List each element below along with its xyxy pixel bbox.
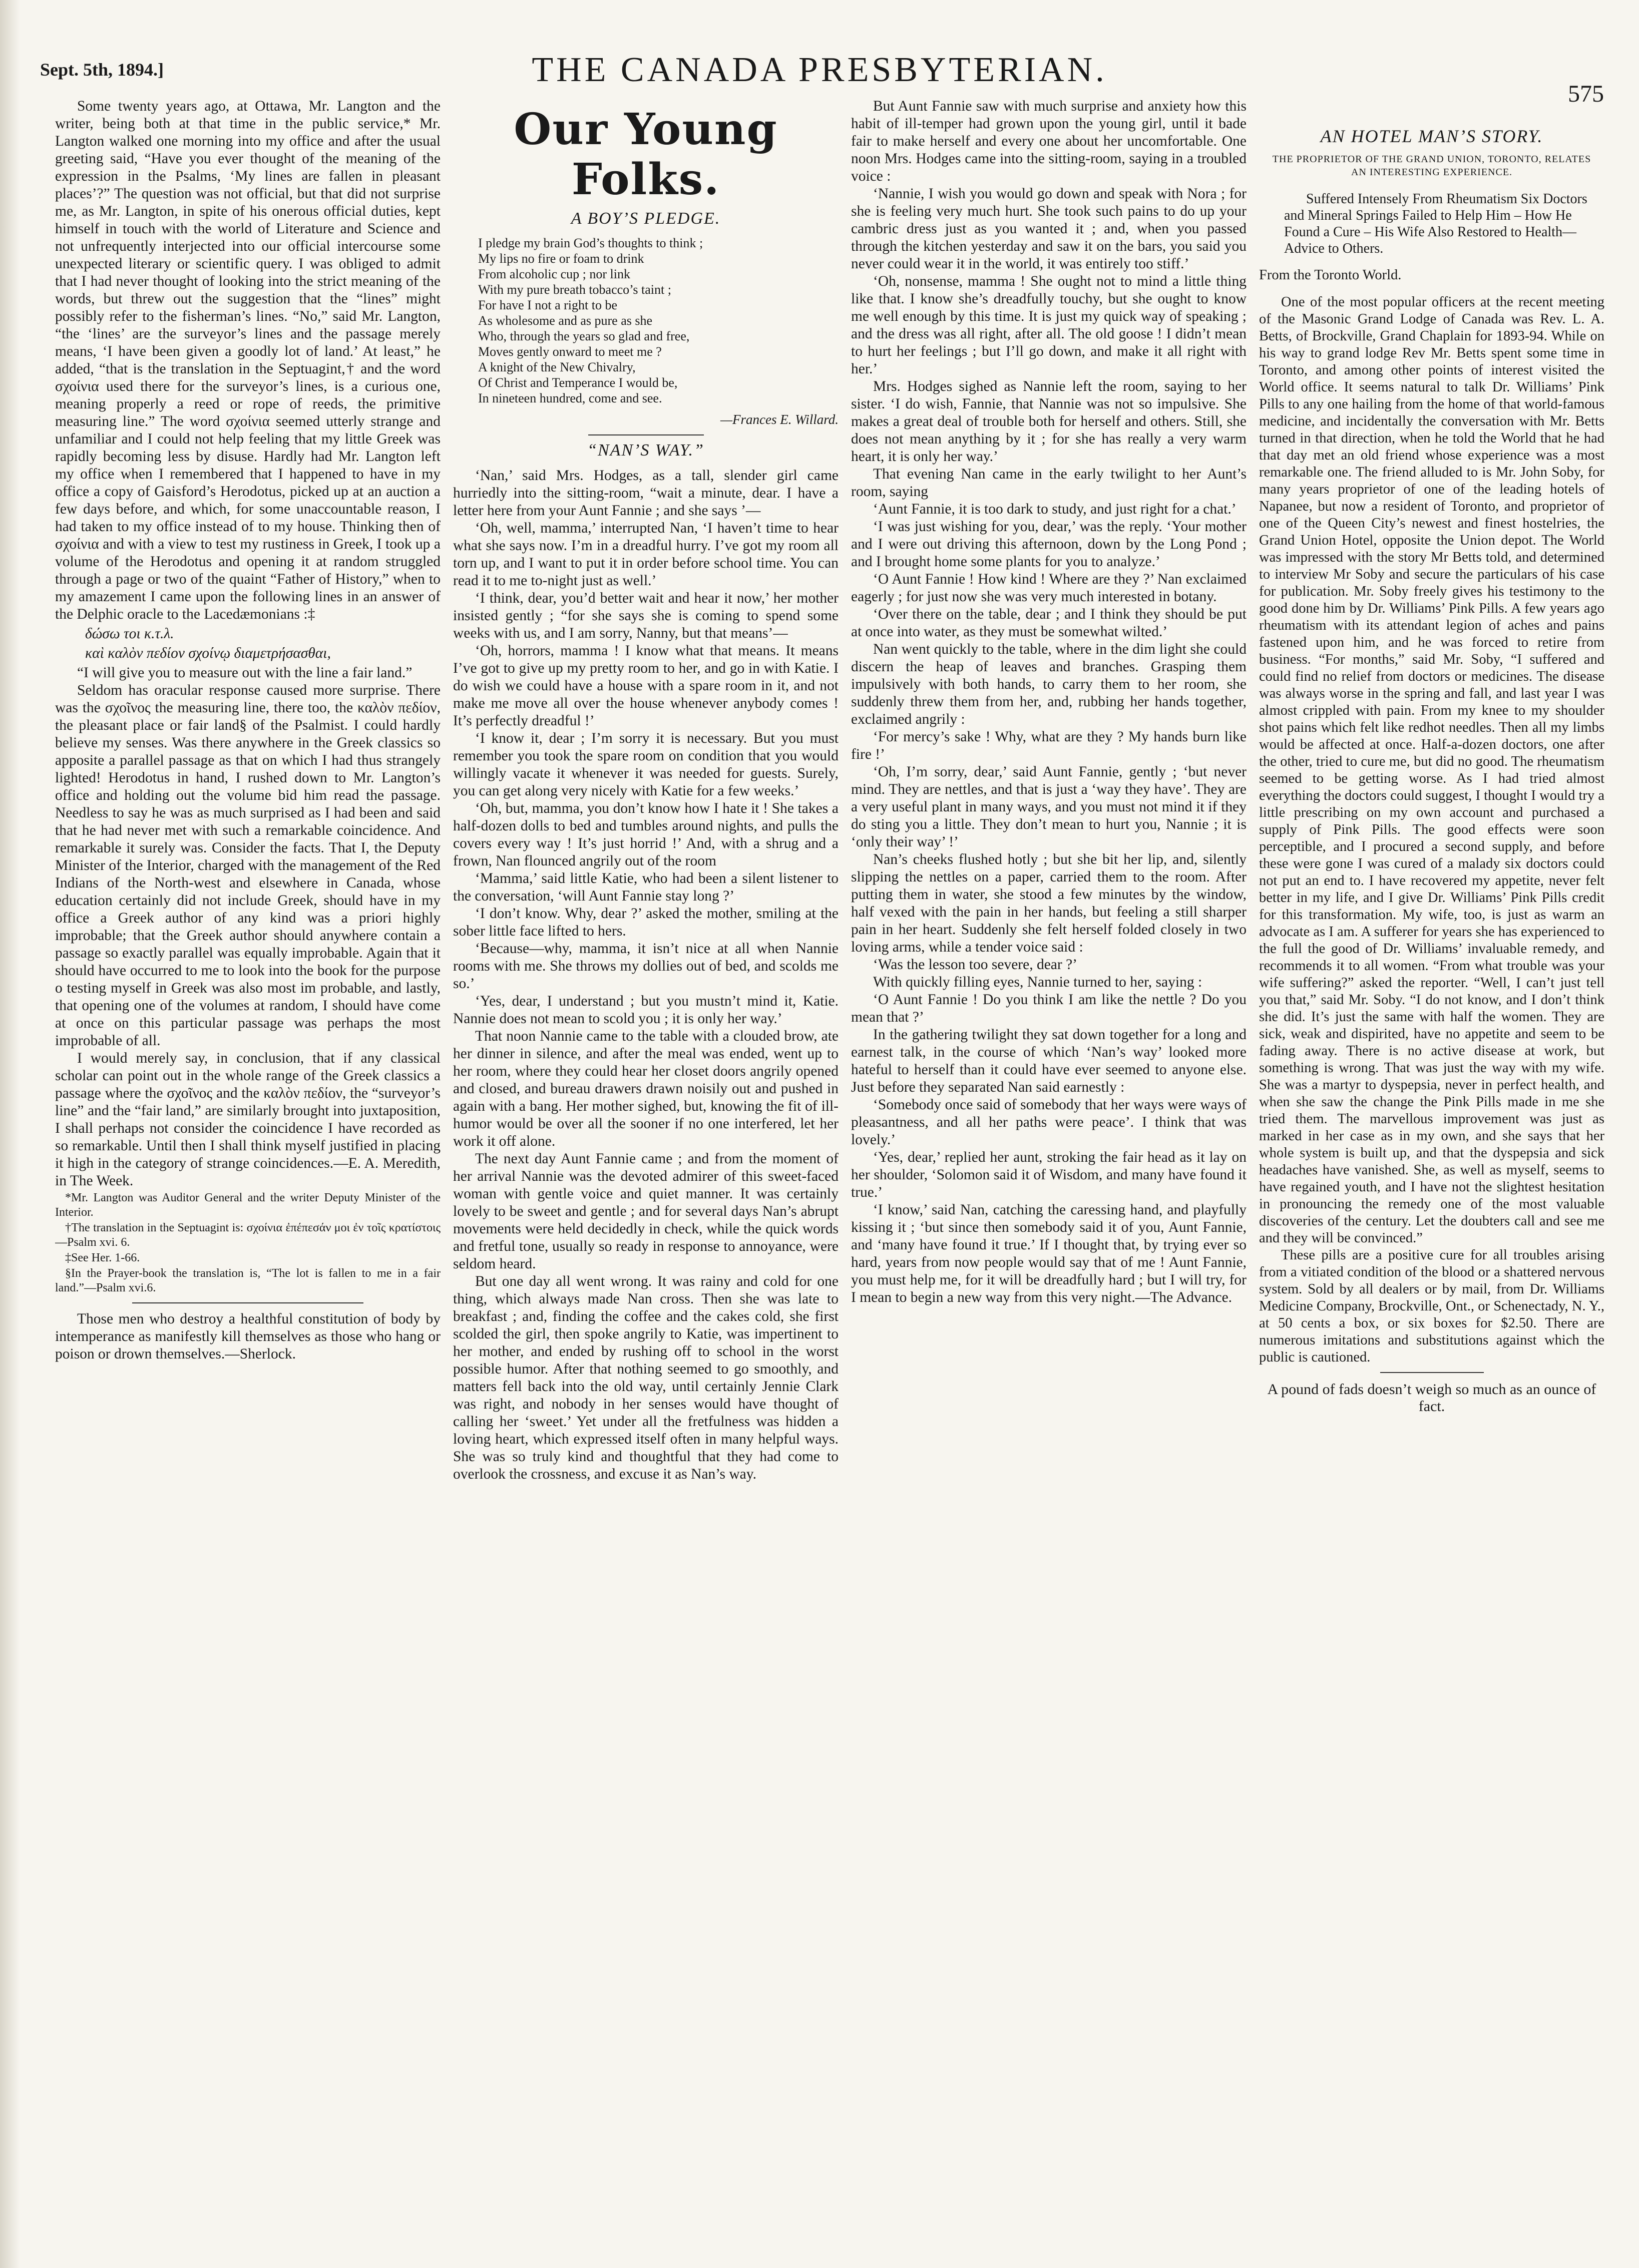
column-1-article: [55, 98, 441, 2250]
poem-title: A BOY’S PLEDGE.: [571, 209, 721, 228]
story-paragraph: ‘Oh, well, mamma,’ interrupted Nan, ‘I haven’t time to hear what she says now. I’m in a dreadful hurry. I’ve got my room all torn up, and I want to put it in order before school time. You can read it to me to-night just as well.’: [453, 520, 839, 589]
story-paragraph: ‘Oh, nonsense, mamma ! She ought not to mind a little thing like that. I know she’s dreadfully touchy, but she ought to know me well enough by this time. It is just my quick way of speaking ; and the dress was all right, after all. The old goose ! I didn’t mean to hurt her feelings ; but I’ll go down, and make it all right with her.’: [851, 273, 1247, 377]
column-4-hotel-story: [1259, 98, 1604, 2250]
footnote: ‡See Her. 1-66.: [65, 1251, 140, 1264]
story-paragraph: ‘O Aunt Fannie ! Do you think I am like the nettle ? Do you mean that ?’: [851, 992, 1247, 1025]
article-paragraph: “I will give you to measure out with the line a fair land.”: [77, 665, 413, 681]
poem-line: Who, through the years so glad and free,: [478, 329, 690, 343]
article-kicker: THE PROPRIETOR OF THE GRAND UNION, TORONTO, RELATES AN INTERESTING EXPERIENCE.: [1272, 154, 1591, 178]
story-paragraph: ‘Because—why, mamma, it isn’t nice at all when Nannie rooms with me. She throws my dollies out of bed, and scolds me so.’: [453, 941, 839, 992]
poem-line: As wholesome and as pure as she: [478, 313, 653, 328]
greek-quote-line-2: καὶ καλὸν πεδίον σχοίνῳ διαμετρήσασθαι,: [85, 645, 331, 661]
footnote: †The translation in the Septuagint is: σχοίνια ἐπέπεσάν μοι ἐν τοῖς κρατίστοις—Psalm xvi. 6.: [55, 1221, 441, 1249]
story-paragraph: ‘I know it, dear ; I’m sorry it is necessary. But you must remember you took the spare room on condition that you would willingly vacate it whenever it was needed for guests. Surely, you can get along very nicely with Katie for a few weeks.’: [453, 730, 839, 799]
poem-line: From alcoholic cup ; nor link: [478, 267, 631, 281]
poem-line: With my pure breath tobacco’s taint ;: [478, 282, 671, 297]
story-paragraph: ‘I was just wishing for you, dear,’ was the reply. ‘Your mother and I were out driving this afternoon, down by the Long Pond ; and I brought home some plants for you to analyze.’: [851, 519, 1247, 570]
story-paragraph: ‘Oh, I’m sorry, dear,’ said Aunt Fannie, gently ; ‘but never mind. They are nettles, and that is just a ‘way they have’. They are a very useful plant in many ways, and you must not mind it if they do sting you a little. They don’t mean to hurt you, Nannie ; it is ‘only their way’ !’: [851, 764, 1247, 850]
story-paragraph: ‘Was the lesson too severe, dear ?’: [873, 957, 1078, 973]
column-2-young-folks: [453, 98, 839, 2250]
story-paragraph: Nan went quickly to the table, where in the dim light she could discern the heap of leaves and branches. Grasping them impulsively with both hands, to carry them to her room, she suddenly threw them from her, and, rubbing her hands together, exclaimed angrily :: [851, 641, 1247, 727]
story-paragraph: ‘Oh, horrors, mamma ! I know what that means. It means I’ve got to give up my pretty room to her, and go in with Katie. I do wish we could have a house with a spare room in it, and not make me move all over the house whenever anybody comes ! It’s perfectly dreadful !’: [453, 643, 839, 729]
poem-line: Moves gently onward to meet me ?: [478, 344, 662, 359]
story-paragraph: ‘Nan,’ said Mrs. Hodges, as a tall, slender girl came hurriedly into the sitting-room, “wait a minute, dear. I have a letter here from your Aunt Fannie ; and she says ’—: [453, 468, 839, 519]
greek-quote-line-1: δώσω τοι κ.τ.λ.: [85, 626, 174, 642]
story-paragraph: ‘Oh, but, mamma, you don’t know how I hate it ! She takes a half-dozen dolls to bed and tumbles around nights, and pulls the covers every way ! It’s just horrid !’ And, with a shrug and a frown, Nan flounced angrily out of the room: [453, 800, 839, 869]
story-paragraph: ‘Aunt Fannie, it is too dark to study, and just right for a chat.’: [873, 501, 1237, 517]
story-paragraph: But Aunt Fannie saw with much surprise and anxiety how this habit of ill-temper had grown upon the young girl, until it bade fair to make herself and every one about her uncomfortable. One noon Mrs. Hodges came into the sitting-room, saying in a troubled voice :: [851, 98, 1247, 184]
page-number: 575: [1568, 81, 1604, 107]
article-deck: Suffered Intensely From Rheumatism Six Doctors and Mineral Springs Failed to Help Him – How He Found a Cure – His Wife Also Restored to Health—Advice to Others.: [1284, 191, 1587, 256]
poem-line: A knight of the New Chivalry,: [478, 360, 636, 374]
column-3-story-continued: [851, 98, 1247, 2250]
closing-quote: Those men who destroy a healthful constitution of body by intemperance as manifestly kill themselves as those who hang or poison or drown themselves.—Sherlock.: [55, 1311, 441, 1362]
article-paragraph: I would merely say, in conclusion, that if any classical scholar can point out in the whole range of the Greek classics a passage where the σχοῖνος and the καλὸν πεδίον, the “surveyor’s line” and the “fair land,” are similarly brought into juxtaposition, I shall perhaps not consider the coincidence I have recorded as so remarkable. Until then I shall think myself justified in placing it high in the category of strange coincidences.—E. A. Meredith, in The Week.: [55, 1050, 441, 1189]
story-paragraph: The next day Aunt Fannie came ; and from the moment of her arrival Nannie was the devoted admirer of this sweet-faced woman with gentle voice and quiet manner. It was certainly lovely to be sweet and gentle ; and for several days Nan’s abrupt movements were held decidedly in check, while the quick words and fretful tone, usually so ready in response to annoyance, were seldom heard.: [453, 1151, 839, 1272]
story-paragraph: That evening Nan came in the early twilight to her Aunt’s room, saying: [851, 466, 1247, 500]
poem-line: In nineteen hundred, come and see.: [478, 391, 662, 405]
story-paragraph: ‘For mercy’s sake ! Why, what are they ? My hands burn like fire !’: [851, 729, 1247, 762]
divider: [132, 1302, 363, 1303]
poem-line: I pledge my brain God’s thoughts to think ;: [478, 236, 703, 250]
poem-line: For have I not a right to be: [478, 298, 617, 312]
story-title: “NAN’S WAY.”: [587, 441, 704, 460]
divider: [1380, 1372, 1484, 1373]
story-paragraph: Nan’s cheeks flushed hotly ; but she bit her lip, and, silently slipping the nettles on a paper, carried them to the room. After putting them in water, she stood a few minutes by the window, half vexed with the pain in her hands, but feeling a still sharper pain in her heart. Suddenly she felt herself folded closely in two loving arms, while a tender voice said :: [851, 851, 1247, 955]
section-heading: Our Young Folks.: [514, 104, 778, 205]
article-source: From the Toronto World.: [1259, 267, 1402, 283]
article-paragraph: One of the most popular officers at the recent meeting of the Masonic Grand Lodge of Canada was Rev. L. A. Betts, of Brockville, Grand Chaplain for 1893-94. While on his way to grand lodge Rev Mr. Betts spent some time in Toronto, and among other points of interest visited the World office. It seems natural to talk Dr. Williams’ Pink Pills to any one hailing from the home of that world-famous medicine, and incidentally the conversation with Mr. Betts turned in that direction, when he told the World that he had that day met an old friend whose experience was a most remarkable one. The friend alluded to is Mr. John Soby, for many years proprietor of one of the leading hotels of Napanee, but now a resident of Toronto, and proprietor of one of the Queen City’s newest and finest hostelries, the Grand Union Hotel, opposite the Union depot. The World was impressed with the story Mr Betts told, and determined to interview Mr Soby and secure the particulars of his case for publication. Mr. Soby freely gives his testimony to the good done him by Dr. Williams’ Pink Pills. A few years ago rheumatism with its attendant legion of aches and pains fastened upon him, and he was forced to retire from business. “For months,” said Mr. Soby, “I suffered and could find no relief from doctors or medicines. The disease was always worse in the spring and fall, and last year I was almost crippled with pain. From my knee to my shoulder shot pains which felt like redhot needles. Then all my limbs would be affected at once. Half-a-dozen doctors, one after the other, tried to cure me, but did no good. The rheumatism seemed to be getting worse. As I had tried almost everything the doctors could suggest, I thought I would try a little prescribing on my own account and purchased a supply of Pink Pills. The good effects were soon perceptible, and I procured a second supply, and before these were gone I was cured of a malady six doctors could not put an end to. I have recovered my appetite, never felt better in my life, and I give Dr. Williams’ Pink Pills credit for this transformation. My wife, too, is just as warm an advocate as I am. A sufferer for years she has experienced to the full the good of Dr. Williams’ invaluable remedy, and recommends it to all women. “From what trouble was your wife suffering?” asked the reporter. “Well, I can’t just tell you that,” said Mr. Soby. “I do not know, and I don’t think she did. It’s just the same with half the women. They are sick, weak and dispirited, have no appetite and seem to be fading away. There is no active disease at work, but something is wrong. That was just the way with my wife. She was a martyr to dyspepsia, never in perfect health, and when she saw the change the Pink Pills made in me she tried them. The marvellous improvement was just as marked in her case as in my own, and she says that her whole system is built up, and that the dyspepsia and sick headaches have vanished. She, as well as myself, seems to have regained youth, and I have not the slightest hesitation in pronouncing the remedy one of the most valuable discoveries of the century. Let the doubters call and see me and they will be convinced.”: [1259, 294, 1604, 1246]
story-paragraph: ‘Somebody once said of somebody that her ways were ways of pleasantness, and all her paths were peace’. I think that was lovely.’: [851, 1097, 1247, 1148]
page-header: [0, 0, 1639, 107]
divider: [588, 434, 704, 435]
article-paragraph: Some twenty years ago, at Ottawa, Mr. Langton and the writer, being both at that time in the public service,* Mr. Langton walked one morning into my office and after the usual greeting said, “Have you ever thought of the meaning of the expression in the Psalms, ‘My lines are fallen in pleasant places’?” The question was not official, but that did not surprise me, as Mr. Langton, in spite of his onerous official duties, kept himself in touch with the world of Literature and Science and not unfrequently interjected into our official intercourse some unexpected literary or scientific query. I was obliged to admit that I had never thought of looking into the strict meaning of the words, but threw out the suggestion that the “lines” might possibly refer to the fisherman’s lines. “No,” said Mr. Langton, “the ‘lines’ are the surveyor’s lines and the passage merely means, ‘I have been given a goodly lot of land.’ At least,” he added, “that is the translation in the Septuagint,† and the word σχοίνια used there for the surveyor’s lines, is a curious one, meaning properly a reed or rope of reeds, the primitive measuring line.” The word σχοίνια seemed utterly strange and unfamiliar and I could not help feeling that my little Greek was rapidly becoming less by disuse. Hardly had Mr. Langton left my office when I remembered that I happened to have in my office a copy of Gaisford’s Herodotus, picked up at an auction a few days before, and which, for some unaccountable reason, I had taken to my office instead of to my house. Thinking then of σχοίνια and with a view to test my rustiness in Greek, I took up a volume of the Herodotus and opening it at random struggled through a page or two of the quaint “Father of History,” when to my amazement I came upon the following lines in an answer of the Delphic oracle to the Lacedæmonians :‡: [55, 98, 441, 622]
story-paragraph: ‘Mamma,’ said little Katie, who had been a silent listener to the conversation, ‘will Aunt Fannie stay long ?’: [453, 870, 839, 904]
article-title: AN HOTEL MAN’S STORY.: [1320, 126, 1543, 146]
poem-line: Of Christ and Temperance I would be,: [478, 375, 678, 390]
story-paragraph: Mrs. Hodges sighed as Nannie left the room, saying to her sister. ‘I do wish, Fannie, that Nannie was not so impulsive. She makes a great deal of trouble both for herself and others. Still, she does not mean anything by it ; for she has really a very warm heart, it is only her way.’: [851, 378, 1247, 465]
article-paragraph: These pills are a positive cure for all troubles arising from a vitiated condition of the blood or a shattered nervous system. Sold by all dealers or by mail, from Dr. Williams Medicine Company, Brockville, Ont., or Schenectady, N. Y., at 50 cents a box, or six boxes for $2.50. There are numerous imitations and substitutions against which the public is cautioned.: [1259, 1247, 1604, 1365]
story-paragraph: ‘Nannie, I wish you would go down and speak with Nora ; for she is feeling very much hurt. She took such pains to do up your cambric dress just as you wanted it ; and, when you passed through the kitchen yesterday and saw it on the bars, you said you never could wear it in the world, it was entirely too stiff.’: [851, 186, 1247, 272]
issue-date: Sept. 5th, 1894.]: [40, 60, 164, 80]
story-paragraph: But one day all went wrong. It was rainy and cold for one thing, which always made Nan cross. Then she was late to breakfast ; and, finding the coffee and the cakes cold, she first scolded the girl, then spoke angrily to Katie, was impertinent to her mother, and ended by rushing off to school in the worst possible humor. After that nothing seemed to go smoothly, and matters fell back into the old way, until certainly Jennie Clark was right, and nobody in her senses would have thought of calling her ‘sweet.’ Yet under all the fretfulness was hidden a loving heart, which expressed itself often in many helpful ways. She was so truly kind and thoughtful that they had come to overlook the crossness, and excuse it as Nan’s way.: [453, 1273, 839, 1482]
story-paragraph: In the gathering twilight they sat down together for a long and earnest talk, in the course of which ‘Nan’s way’ looked more hateful to herself than it could have ever seemed to anyone else. Just before they separated Nan said earnestly :: [851, 1027, 1247, 1095]
story-paragraph: ‘I don’t know. Why, dear ?’ asked the mother, smiling at the sober little face lifted to hers.: [453, 905, 839, 939]
poem-line: My lips no fire or foam to drink: [478, 251, 644, 266]
story-paragraph: ‘O Aunt Fannie ! How kind ! Where are they ?’ Nan exclaimed eagerly ; for just now she was very much interested in botany.: [851, 571, 1247, 605]
story-paragraph: With quickly filling eyes, Nannie turned to her, saying :: [873, 974, 1202, 990]
poem: [478, 235, 839, 406]
footnote: *Mr. Langton was Auditor General and the writer Deputy Minister of the Interior.: [55, 1191, 441, 1219]
closing-quip: A pound of fads doesn’t weigh so much as an ounce of fact.: [1267, 1381, 1596, 1415]
story-paragraph: ‘Yes, dear,’ replied her aunt, stroking the fair head as it lay on her shoulder, ‘Solomon said it of Wisdom, and many have found it true.’: [851, 1149, 1247, 1200]
poem-attribution: —Frances E. Willard.: [720, 412, 839, 427]
page-gutter-shadow: [0, 0, 20, 2268]
story-paragraph: ‘Over there on the table, dear ; and I think they should be put at once into water, as they must be somewhat wilted.’: [851, 606, 1247, 640]
masthead-title: THE CANADA PRESBYTERIAN.: [532, 51, 1107, 89]
story-paragraph: ‘I think, dear, you’d better wait and hear it now,’ her mother insisted gently ; “for she says she is coming to spend some weeks with us, and I am sorry, Nanny, but that means’—: [453, 590, 839, 641]
article-paragraph: Seldom has oracular response caused more surprise. There was the σχοῖνος the measuring line, there too, the καλὸν πεδίον, the pleasant place or fair land§ of the Psalmist. I could hardly believe my senses. Was there anywhere in the Greek classics so apposite a parallel passage as that on which I had thus strangely lighted! Herodotus in hand, I rushed down to Mr. Langton’s office and holding out the volume bid him read the passage. Needless to say he was as much surprised as I had been and said that he had never met with such a remarkable coincidence. And remarkable it surely was. Consider the facts. That I, the Deputy Minister of the Interior, charged with the management of the Red Indians of the North-west and elsewhere in Canada, whose education certainly did not include Greek, should have in my office a Greek author of any kind was a priori highly improbable; that the Greek author should anywhere contain a passage so exactly parallel was equally improbable. Again that it should have occurred to me to look into the book for the purpose o testing myself in Greek was also most im probable, and lastly, that opening one of the volumes at random, I should have come at once on this particular passage was perhaps the most improbable of all.: [55, 682, 441, 1049]
story-paragraph: That noon Nannie came to the table with a clouded brow, ate her dinner in silence, and after the meal was ended, went up to her room, where they could hear her closet doors angrily opened and closed, and bureau drawers drawn noisily out and pushed in again with a bang. Her mother sighed, but, knowing the fit of ill-humor would be over all the sooner if no one interfered, let her work it off alone.: [453, 1028, 839, 1149]
story-paragraph: ‘Yes, dear, I understand ; but you mustn’t mind it, Katie. Nannie does not mean to scold you ; it is only her way.’: [453, 993, 839, 1027]
story-paragraph: ‘I know,’ said Nan, catching the caressing hand, and playfully kissing it ; ‘but since then somebody said it of you, Aunt Fannie, and ‘many have found it true.’ If I thought that, by trying ever so hard, years from now people would say that of me ! Aunt Fannie, you must help me, for it will be dreadfully hard ; but I will try, for I mean to begin a new way from this very night.—The Advance.: [851, 1202, 1247, 1305]
footnote: §In the Prayer-book the translation is, “The lot is fallen to me in a fair land.”—Psalm xvi.6.: [55, 1267, 441, 1294]
